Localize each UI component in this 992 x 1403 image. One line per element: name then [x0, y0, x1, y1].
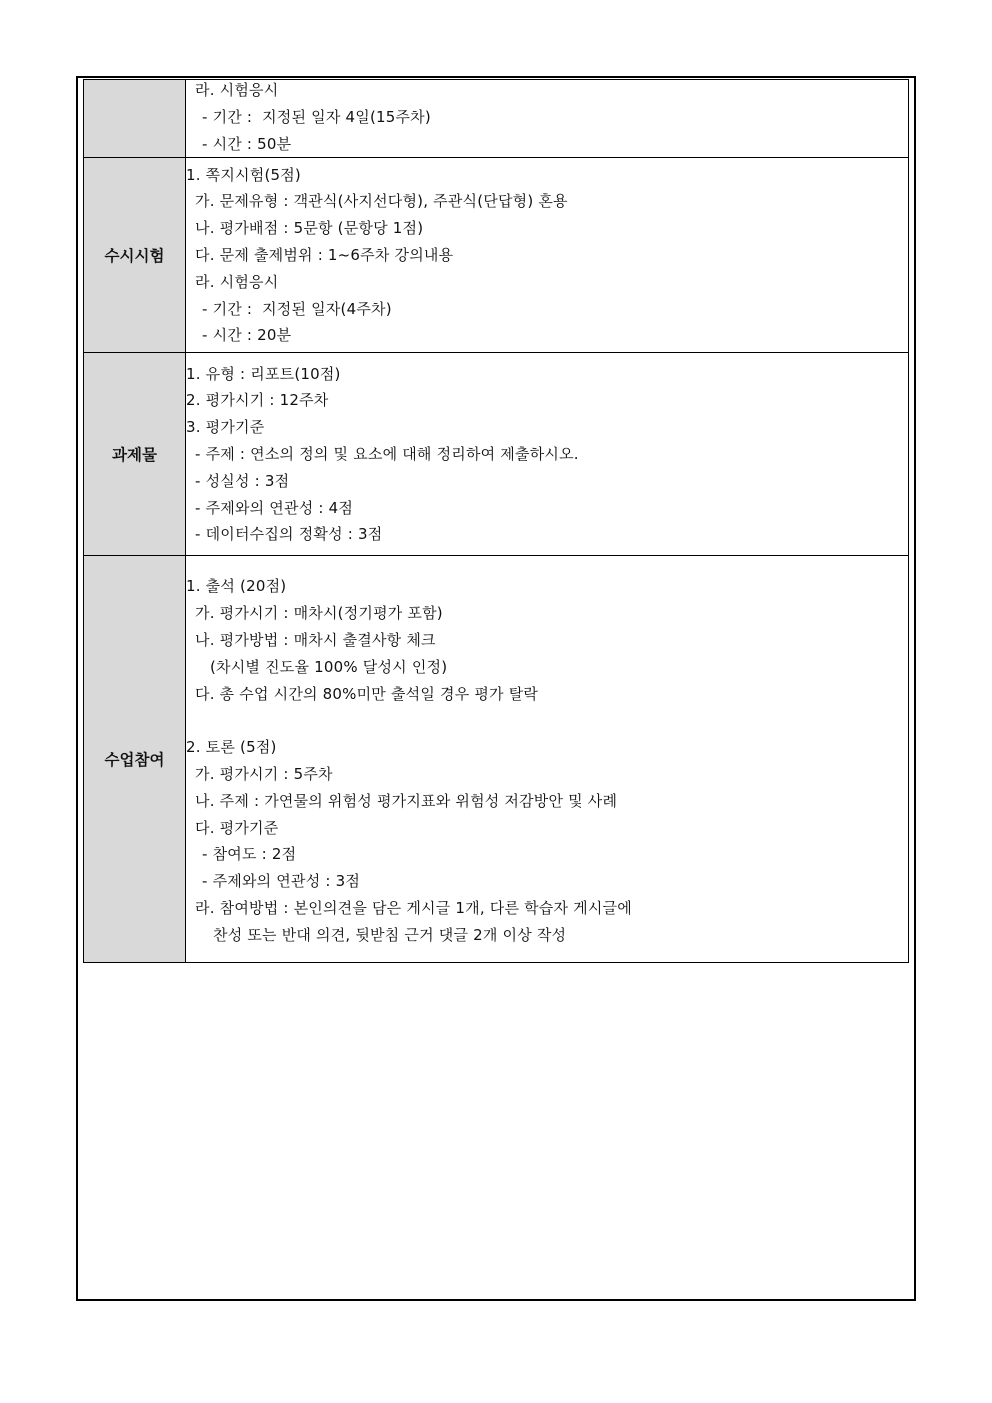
content-line: 3. 평가기준 [186, 418, 265, 437]
content-line: 찬성 또는 반대 의견, 뒷받침 근거 댓글 2개 이상 작성 [213, 925, 567, 944]
content-line: 라. 시험응시 [195, 272, 279, 291]
evaluation-table [83, 79, 909, 963]
content-line: 가. 평가시기 : 매차시(정기평가 포함) [195, 604, 443, 623]
content-line: 나. 주제 : 가연물의 위험성 평가지표와 위험성 저감방안 및 사례 [195, 791, 618, 810]
content-line: 나. 평가배점 : 5문항 (문항당 1점) [195, 219, 424, 238]
row-content-participation [186, 556, 909, 963]
content-line: 나. 평가방법 : 매차시 출결사항 체크 [195, 630, 436, 649]
row-content-assignment [186, 353, 909, 556]
content-line: 라. 시험응시 [195, 81, 279, 99]
row-label-participation: 수업참여 [84, 556, 186, 963]
table-row-participation [84, 556, 909, 963]
content-line: - 참여도 : 2점 [202, 845, 297, 864]
content-line: 다. 평가기준 [195, 818, 279, 837]
blank-line [186, 707, 908, 734]
content-line: 라. 참여방법 : 본인의견을 담은 게시글 1개, 다른 학습자 게시글에 [195, 898, 632, 917]
content-line: - 기간 : 지정된 일자 4일(15주차) [202, 107, 431, 126]
row-content-quiz [186, 158, 909, 353]
content-line: 다. 총 수업 시간의 80%미만 출석일 경우 평가 탈락 [195, 684, 539, 703]
content-line: - 시간 : 20분 [202, 326, 292, 345]
table-row-quiz [84, 158, 909, 353]
content-line: 2. 토론 (5점) [186, 738, 277, 757]
row-label-quiz: 수시시험 [84, 158, 186, 353]
content-line: 2. 평가시기 : 12주차 [186, 391, 329, 410]
content-line: - 주제와의 연관성 : 4점 [195, 498, 354, 517]
content-line: (차시별 진도율 100% 달성시 인정) [210, 657, 448, 676]
content-line: - 기간 : 지정된 일자(4주차) [202, 299, 392, 318]
row-content-exam-continued [186, 80, 909, 158]
table-row-exam-continued [84, 80, 909, 158]
content-line: - 주제 : 연소의 정의 및 요소에 대해 정리하여 제출하시오. [195, 444, 579, 463]
content-line: - 데이터수집의 정확성 : 3점 [195, 525, 383, 544]
table-row-assignment [84, 353, 909, 556]
content-line: 1. 쪽지시험(5점) [186, 165, 301, 184]
content-line: 가. 문제유형 : 객관식(사지선다형), 주관식(단답형) 혼용 [195, 192, 568, 211]
content-line: - 시간 : 50분 [202, 134, 292, 153]
content-line: - 성실성 : 3점 [195, 471, 290, 490]
content-line: 1. 유형 : 리포트(10점) [186, 364, 341, 383]
content-line: 가. 평가시기 : 5주차 [195, 764, 333, 783]
row-label-empty [84, 80, 186, 158]
content-line: 1. 출석 (20점) [186, 577, 287, 596]
content-line: - 주제와의 연관성 : 3점 [202, 872, 361, 891]
row-label-assignment: 과제물 [84, 353, 186, 556]
content-line: 다. 문제 출제범위 : 1~6주차 강의내용 [195, 245, 454, 264]
